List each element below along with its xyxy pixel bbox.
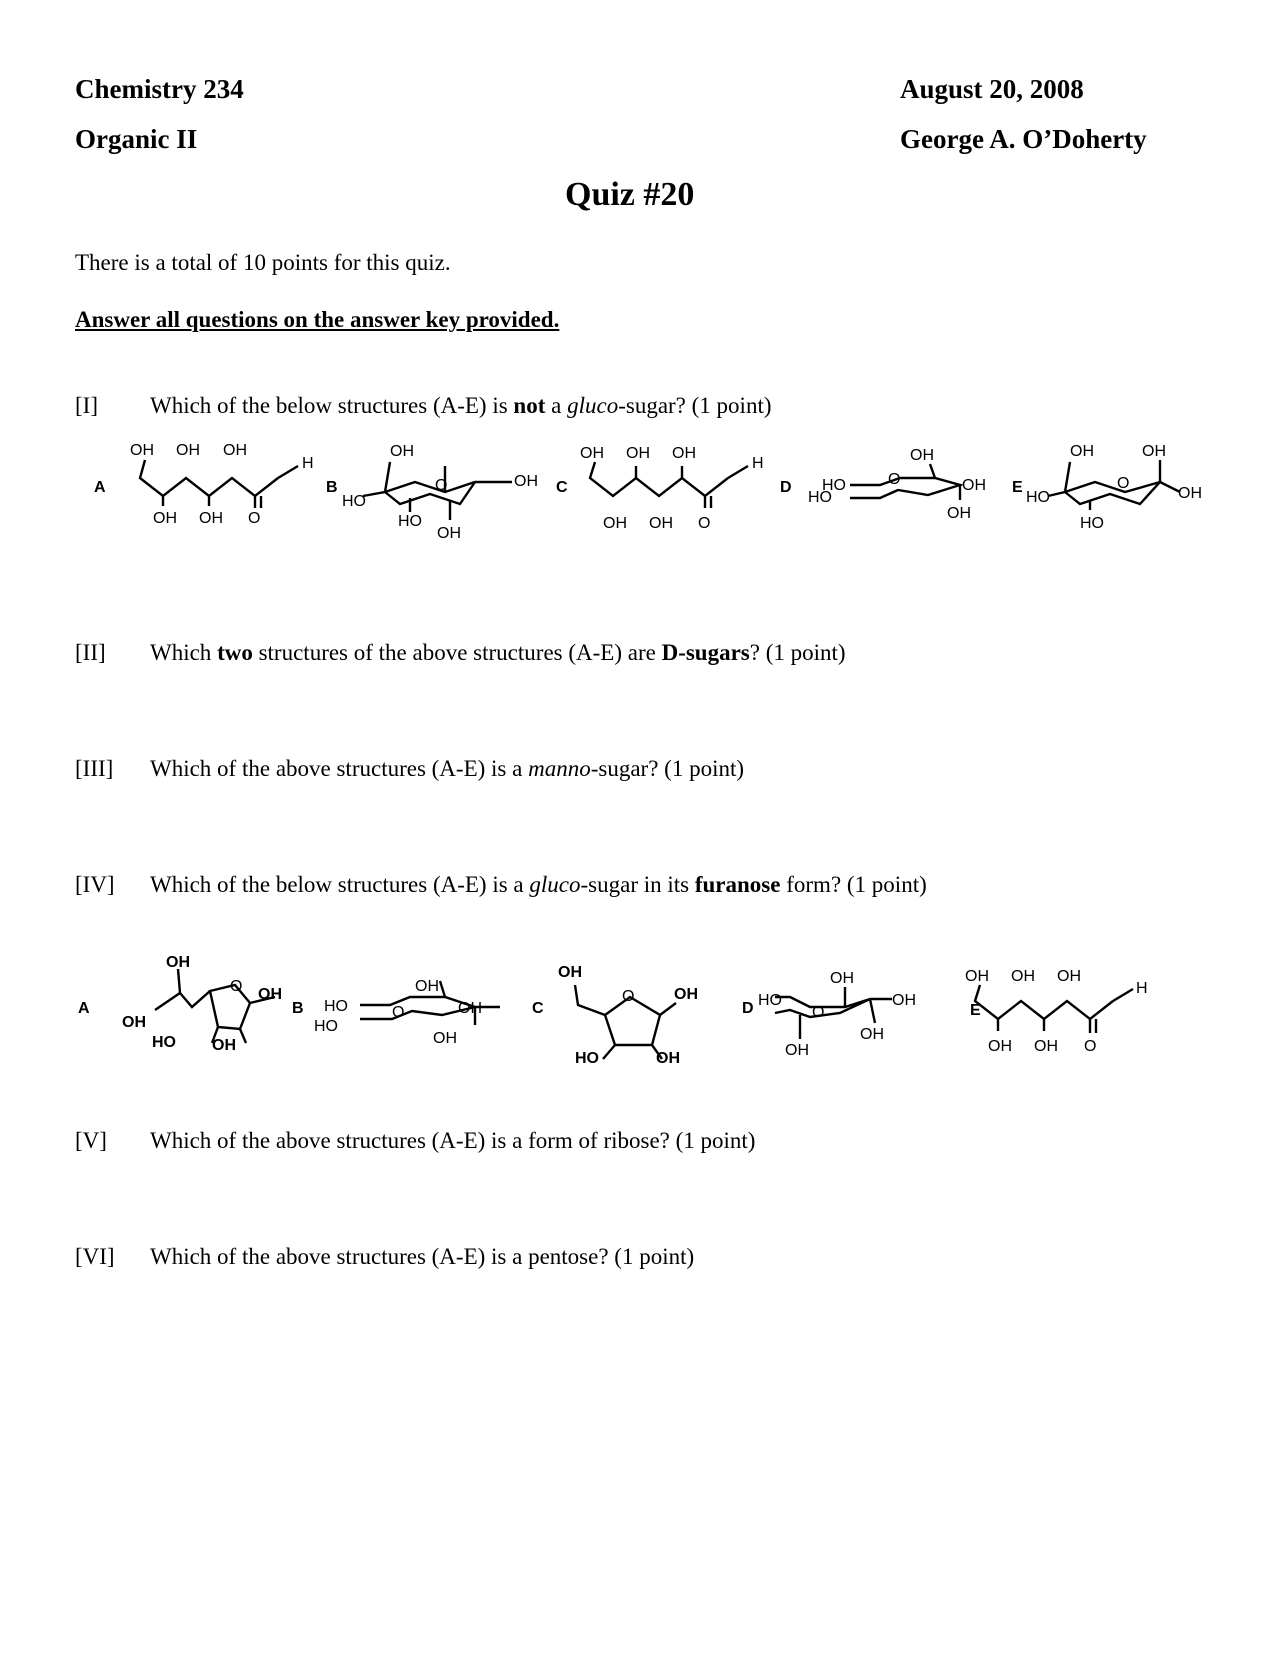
question-number: [IV] xyxy=(75,872,115,897)
svg-text:OH: OH xyxy=(514,473,538,490)
svg-text:O: O xyxy=(622,988,635,1005)
course-subtitle: Organic II xyxy=(75,124,198,154)
svg-text:OH: OH xyxy=(1011,968,1035,985)
quiz-date: August 20, 2008 xyxy=(900,74,1084,104)
svg-text:OH: OH xyxy=(965,968,989,985)
svg-text:OH: OH xyxy=(130,442,154,459)
svg-text:OH: OH xyxy=(626,445,650,462)
svg-text:OH: OH xyxy=(153,510,177,527)
svg-text:O: O xyxy=(888,471,901,488)
svg-text:OH: OH xyxy=(947,505,971,522)
svg-text:OH: OH xyxy=(390,443,414,460)
svg-text:OH: OH xyxy=(1070,443,1094,460)
svg-text:O: O xyxy=(1117,475,1130,492)
instructor-name: George A. O’Doherty xyxy=(900,124,1147,154)
svg-text:OH: OH xyxy=(674,986,698,1003)
svg-text:OH: OH xyxy=(892,992,916,1009)
svg-text:OH: OH xyxy=(1178,485,1202,502)
svg-text:O: O xyxy=(812,1004,825,1021)
points-note: There is a total of 10 points for this quiz. xyxy=(75,250,451,275)
svg-text:O: O xyxy=(248,510,261,527)
svg-text:OH: OH xyxy=(580,445,604,462)
svg-text:OH: OH xyxy=(437,525,461,542)
svg-text:OH: OH xyxy=(458,1000,482,1017)
svg-text:OH: OH xyxy=(910,447,934,464)
svg-text:OH: OH xyxy=(558,964,582,981)
svg-text:OH: OH xyxy=(1057,968,1081,985)
svg-text:OH: OH xyxy=(785,1042,809,1059)
svg-text:HO: HO xyxy=(324,998,348,1015)
question-text-4: Which of the below structures (A-E) is a gluco-sugar in its furanose form? (1 point) xyxy=(150,872,927,897)
question-number: [V] xyxy=(75,1128,107,1153)
svg-text:OH: OH xyxy=(166,955,190,971)
svg-text:H: H xyxy=(752,455,764,472)
svg-text:O: O xyxy=(392,1004,405,1021)
svg-text:OH: OH xyxy=(672,445,696,462)
structure-label-c: C xyxy=(556,479,568,496)
structure-label-a: A xyxy=(94,479,106,496)
svg-text:OH: OH xyxy=(176,442,200,459)
svg-text:OH: OH xyxy=(962,477,986,494)
question-text-5: Which of the above structures (A-E) is a form of ribose? (1 point) xyxy=(150,1128,756,1153)
svg-text:HO: HO xyxy=(398,513,422,530)
svg-text:HO: HO xyxy=(808,489,832,506)
question-number: [I] xyxy=(75,393,98,418)
svg-text:OH: OH xyxy=(603,515,627,532)
question-number: [III] xyxy=(75,756,114,781)
structure-label-e: E xyxy=(1012,479,1023,496)
svg-text:O: O xyxy=(698,515,711,532)
course-name: Chemistry 234 xyxy=(75,74,244,104)
svg-text:OH: OH xyxy=(199,510,223,527)
question-text-2: Which two structures of the above structures (A-E) are D-sugars? (1 point) xyxy=(150,640,846,665)
svg-text:H: H xyxy=(1136,980,1148,997)
svg-text:OH: OH xyxy=(649,515,673,532)
svg-text:OH: OH xyxy=(122,1014,146,1031)
svg-text:OH: OH xyxy=(415,978,439,995)
question-text-3: Which of the above structures (A-E) is a manno-sugar? (1 point) xyxy=(150,756,745,781)
structure-label-c: C xyxy=(532,1000,544,1017)
svg-text:OH: OH xyxy=(656,1050,680,1067)
svg-text:O: O xyxy=(1084,1038,1097,1055)
structures-row-2 xyxy=(70,955,1180,1075)
question-text-6: Which of the above structures (A-E) is a pentose? (1 point) xyxy=(150,1244,695,1269)
svg-text:HO: HO xyxy=(822,477,846,494)
question-number: [II] xyxy=(75,640,106,665)
question-text-1: Which of the below structures (A-E) is not a gluco-sugar? (1 point) xyxy=(150,393,772,418)
svg-text:O: O xyxy=(435,477,448,494)
svg-text:HO: HO xyxy=(314,1018,338,1035)
page-title: Quiz #20 xyxy=(565,176,695,213)
svg-text:OH: OH xyxy=(223,442,247,459)
svg-text:OH: OH xyxy=(433,1030,457,1047)
svg-text:OH: OH xyxy=(860,1026,884,1043)
structure-label-a: A xyxy=(78,1000,90,1017)
structure-label-b: B xyxy=(326,479,338,496)
svg-text:HO: HO xyxy=(1080,515,1104,532)
svg-text:OH: OH xyxy=(1142,443,1166,460)
structure-label-e: E xyxy=(970,1002,981,1019)
instruction: Answer all questions on the answer key provided. xyxy=(75,307,560,332)
svg-text:HO: HO xyxy=(152,1034,176,1051)
svg-text:HO: HO xyxy=(342,493,366,510)
structure-label-d: D xyxy=(780,479,792,496)
svg-text:HO: HO xyxy=(758,992,782,1009)
question-number: [VI] xyxy=(75,1244,115,1269)
svg-text:O: O xyxy=(230,978,243,995)
svg-text:HO: HO xyxy=(575,1050,599,1067)
structure-label-d: D xyxy=(742,1000,754,1017)
svg-text:OH: OH xyxy=(212,1037,236,1054)
svg-text:H: H xyxy=(302,455,314,472)
svg-text:OH: OH xyxy=(988,1038,1012,1055)
svg-text:OH: OH xyxy=(830,970,854,987)
svg-text:OH: OH xyxy=(258,986,282,1003)
structure-label-b: B xyxy=(292,1000,304,1017)
svg-text:OH: OH xyxy=(1034,1038,1058,1055)
svg-text:HO: HO xyxy=(1026,489,1050,506)
structures-row-1 xyxy=(80,440,1210,550)
